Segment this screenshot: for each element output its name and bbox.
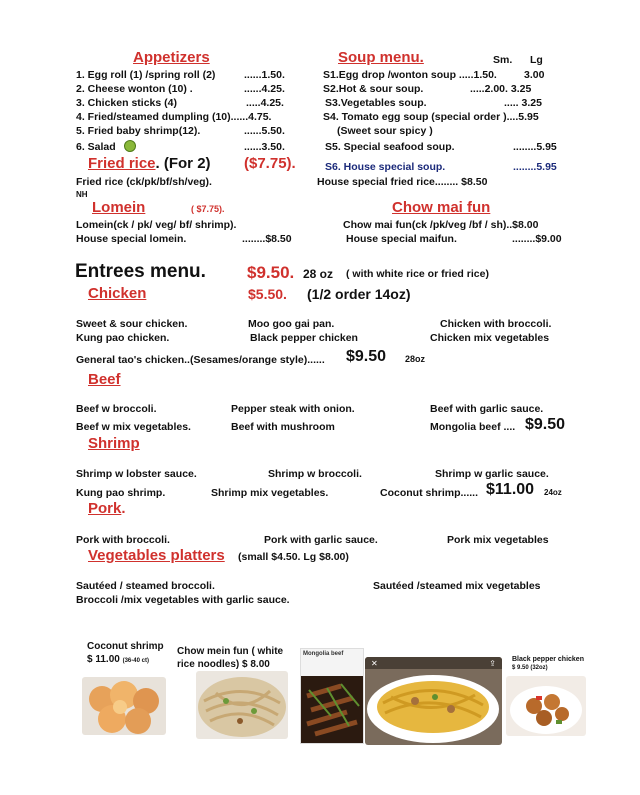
menu-item: Broccoli /mix vegetables with garlic sauce. — [76, 594, 290, 606]
chow-mein-fun-image — [196, 671, 288, 739]
chicken-half-order: (1/2 order 14oz) — [307, 286, 411, 302]
chow-mai-fun-special: House special maifun. — [346, 233, 457, 245]
chow-mai-fun-desc: Chow mai fun(ck /pk/veg /bf / sh)..$8.00 — [343, 219, 539, 231]
mongolia-beef-price: $9.50 — [525, 416, 566, 433]
chow-mein-fun-caption: Chow mein fun ( white rice noodles) $ 8.00 — [177, 646, 284, 670]
salad-icon — [124, 140, 136, 152]
pork-heading: Pork — [88, 500, 122, 517]
lomein-price: ( $7.75). — [191, 204, 225, 214]
menu-item: Beef w broccoli. — [76, 403, 157, 415]
appetizer-price: ......1.50. — [244, 69, 285, 81]
menu-item: Shrimp w broccoli. — [268, 468, 362, 480]
chow-mai-fun-heading: Chow mai fun — [392, 199, 491, 216]
house-special-fried-rice: House special fried rice........ $8.50 — [317, 176, 488, 188]
coconut-shrimp-image — [82, 677, 166, 735]
lo-mein-photo — [365, 657, 502, 745]
appetizer-item: 4. Fried/steamed dumpling (10)......4.75. — [76, 111, 272, 123]
appetizer-item: 2. Cheese wonton (10) . — [76, 83, 193, 95]
menu-item: Sweet & sour chicken. — [76, 318, 188, 330]
soup-price: ........5.95 — [513, 161, 557, 173]
chow-mai-fun-special-price: ........$9.00 — [512, 233, 562, 245]
menu-item: Moo goo gai pan. — [248, 318, 335, 330]
soup-price: ........5.95 — [513, 141, 557, 153]
menu-item: Beef with garlic sauce. — [430, 403, 544, 415]
menu-item: Sautéed /steamed mix vegetables — [373, 580, 541, 592]
fried-rice-for2: . (For 2) — [155, 155, 211, 172]
appetizer-price: ......5.50. — [244, 125, 285, 137]
appetizer-item: 5. Fried baby shrimp(12). — [76, 125, 201, 137]
soup-item-house-special: S6. House special soup. — [325, 161, 446, 173]
share-icon[interactable]: ⇪ — [489, 659, 496, 668]
chicken-heading: Chicken — [88, 285, 147, 302]
appetizer-price: ......3.50. — [244, 141, 285, 153]
pork-header: Pork. — [88, 500, 126, 517]
menu-item: Coconut shrimp...... — [380, 487, 479, 499]
menu-item: Kung pao shrimp. — [76, 487, 166, 499]
menu-item: Chicken with broccoli. — [440, 318, 552, 330]
appetizer-price: .....4.25. — [246, 97, 284, 109]
menu-item: Kung pao chicken. — [76, 332, 170, 344]
appetizer-item: 3. Chicken sticks (4) — [76, 97, 177, 109]
soup-price: 3.00 — [524, 69, 545, 81]
menu-item: Pork with broccoli. — [76, 534, 170, 546]
fried-rice-header — [88, 155, 211, 172]
menu-item: Sautéed / steamed broccoli. — [76, 580, 215, 592]
mongolia-beef-card-title: Mongolia beef — [303, 651, 344, 657]
black-pepper-chicken-image — [506, 676, 586, 736]
lomein-heading: Lomein — [92, 199, 146, 216]
beef-heading: Beef — [88, 371, 121, 388]
chicken-price: $5.50. — [248, 286, 287, 302]
fried-rice-price: ($7.75). — [244, 155, 296, 172]
menu-item: Pork with garlic sauce. — [264, 534, 378, 546]
menu-item: Chicken mix vegetables — [430, 332, 550, 344]
soup-heading: Soup menu. — [338, 49, 424, 66]
lo-mein-image — [365, 657, 502, 745]
coconut-shrimp-caption: Coconut shrimp — [87, 641, 164, 652]
general-tao-price: $9.50 — [346, 348, 387, 365]
lomein-special-price: ........$8.50 — [242, 233, 292, 245]
appetizer-item: 6. Salad — [76, 141, 116, 153]
menu-item: Black pepper chicken — [250, 332, 358, 344]
menu-item: Shrimp mix vegetables. — [211, 487, 329, 499]
soup-item: S5. Special seafood soup. — [325, 141, 455, 153]
menu-item: Shrimp w lobster sauce. — [76, 468, 197, 480]
mongolia-beef-card — [300, 648, 364, 744]
fried-rice-note: NH — [76, 190, 88, 199]
vegetables-sizes: (small $4.50. Lg $8.00) — [238, 551, 349, 563]
black-pepper-caption: Black pepper chicken — [512, 656, 584, 663]
soup-size-large: Lg — [530, 54, 543, 66]
appetizer-item: 1. Egg roll (1) /spring roll (2) — [76, 69, 216, 81]
menu-item: Pepper steak with onion. — [231, 403, 355, 415]
menu-item: Mongolia beef .... — [430, 421, 516, 433]
black-pepper-chicken-photo — [506, 676, 586, 736]
entrees-price: $9.50. — [247, 263, 295, 282]
lomein-special: House special lomein. — [76, 233, 187, 245]
soup-price: .....2.00. 3.25 — [470, 83, 532, 95]
soup-item: S2.Hot & sour soup. — [323, 83, 424, 95]
mongolia-beef-image — [301, 676, 363, 743]
soup-item: S4. Tomato egg soup (special order )....5.95 — [323, 111, 539, 123]
soup-item: S3.Vegetables soup. — [325, 97, 427, 109]
appetizer-price: ......4.25. — [244, 83, 285, 95]
close-icon[interactable]: ✕ — [371, 659, 378, 668]
entrees-note: ( with white rice or fried rice) — [346, 268, 489, 280]
fried-rice-heading: Fried rice — [88, 155, 156, 172]
soup-price: ..... 3.25 — [504, 97, 542, 109]
menu-item: Beef w mix vegetables. — [76, 421, 191, 433]
entrees-heading: Entrees menu. — [75, 261, 206, 282]
black-pepper-price: $ 9.50 (32oz) — [512, 665, 548, 671]
shrimp-heading: Shrimp — [88, 435, 140, 452]
coconut-shrimp-price: $11.00 — [486, 481, 535, 498]
fried-rice-desc: Fried rice (ck/pk/bf/sh/veg). — [76, 176, 212, 188]
menu-item: Pork mix vegetables — [447, 534, 549, 546]
appetizers-heading: Appetizers — [133, 49, 210, 66]
menu-item: Beef with mushroom — [231, 421, 335, 433]
chow-mein-fun-photo — [196, 671, 288, 739]
soup-item: S1.Egg drop /wonton soup .....1.50. — [323, 69, 497, 81]
entrees-size: 28 oz — [303, 267, 334, 281]
coconut-shrimp-photo-price: $ 11.00 (36-40 ct) — [87, 654, 149, 665]
general-tao-item: General tao's chicken..(Sesames/orange style)...... — [76, 354, 325, 366]
menu-item: Shrimp w garlic sauce. — [435, 468, 549, 480]
general-tao-size: 28oz — [405, 354, 426, 364]
soup-size-small: Sm. — [493, 54, 513, 66]
coconut-shrimp-size: 24oz — [544, 488, 562, 497]
coconut-shrimp-photo — [82, 677, 166, 735]
soup-item-note: (Sweet sour spicy ) — [337, 125, 433, 137]
vegetables-heading: Vegetables platters — [88, 547, 225, 564]
lomein-desc: Lomein(ck / pk/ veg/ bf/ shrimp). — [76, 219, 237, 231]
